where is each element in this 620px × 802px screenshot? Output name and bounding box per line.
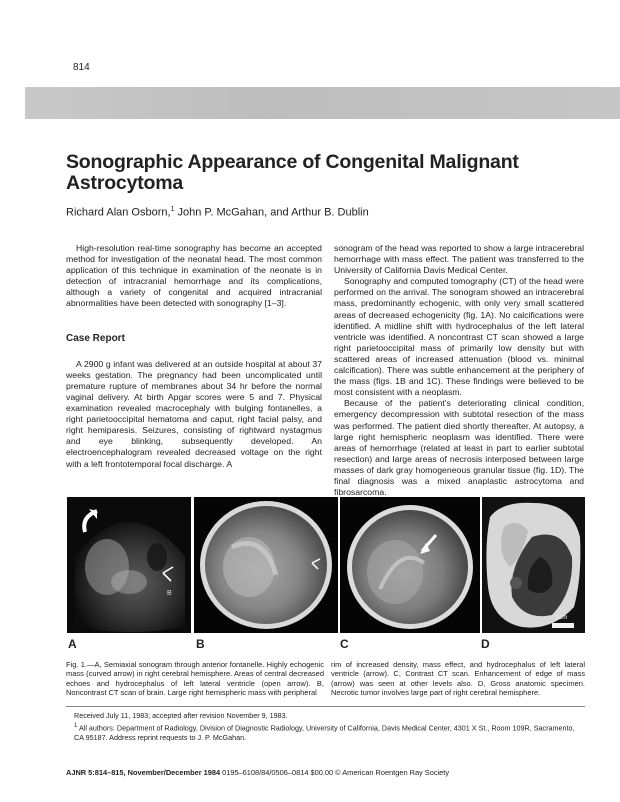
right-paragraph-1: sonogram of the head was reported to show a large intracerebral hemorrhage with mass effect. The patient was transferred to the University of California Davis Medical Center. — [334, 243, 584, 276]
affiliation-footnote-mark: 1 — [74, 723, 78, 729]
figure-caption-left: Fig. 1.—A, Semiaxial sonogram through anterior fontanelle. Highly echogenic mass (curved arrow) in right cerebral hemisphere. Areas of central decreased echoes and hydrocephalus of left lateral ventricle (open arrow). B, Noncontrast CT scan of brain. Large right hemispheric mass with peripheral — [66, 660, 324, 698]
case-report-paragraph: A 2900 g infant was delivered at an outside hospital at about 37 weeks gestation. The pregnancy had been uncomplicated until premature rupture of membranes about 34 hr before the normal vaginal delivery. At birth Apgar scores were 5 and 7. Physical examination revealed macrocephaly with bulging fontanelles, a right parietooccipital hematoma and caput, right facial palsy, and right hemiparesis. Seizures, consisting of rightward nystagmus and eye blinking, subsequently developed. An electroencephalogram revealed decreased voltage on the right with a left frontotemporal focal discharge. A — [66, 358, 322, 469]
article-title: Sonographic Appearance of Congenital Malignant Astrocytoma — [66, 151, 519, 194]
figure-caption-right: rim of increased density, mass effect, and hydrocephalus of left lateral ventricle (arrow). C, Contrast CT scan. Enhancement of edge of mass (arrow) was seen at other levels also. D, Gross anatomic specimen. Necrotic tumor involves large part of right cerebral hemisphere. — [331, 660, 585, 698]
author-first: Richard Alan Osborn, — [66, 206, 171, 219]
affiliation-text: All authors: Department of Radiology, Division of Diagnostic Radiology, University of California, Davis Medical Center, 4301 X St., Room 109R, Sacramento, CA 95187. Address reprint requests to J. P. McGahan. — [74, 723, 575, 742]
right-paragraph-2: Sonography and computed tomography (CT) of the head were performed on the arrival. The sonogram showed an intracerebral mass, predominantly echogenic, with only very small scattered areas of decreased echogenicity (fig. 1A). No calcifications were identified. A midline shift with hydrocephalus of the left lateral ventricle was identified. A noncontrast CT scan showed a large right parietooccipital mass of primarily low density but with scattered areas of increased attenuation (blood vs. minimal calcification). There was subtle enhancement at the periphery of the mass (figs. 1B and 1C). These findings were believed to be most consistent with a neoplasm. — [334, 276, 584, 398]
journal-citation: AJNR 5:814–815, November/December 1984 — [66, 768, 221, 777]
header-band — [25, 87, 620, 119]
right-column — [334, 243, 584, 498]
panel-label-b: B — [196, 637, 205, 651]
panel-label-d: D — [481, 637, 490, 651]
scale-bar-label: 1cm — [556, 615, 568, 621]
author-footnote-mark: 1 — [170, 206, 175, 213]
page-number: 814 — [73, 62, 90, 73]
panel-label-a: A — [68, 637, 77, 651]
left-column — [66, 243, 322, 470]
journal-citation-line — [66, 768, 449, 777]
right-paragraph-3: Because of the patient's deteriorating clinical condition, emergency decompression with subtotal resection of the mass was performed. The patient died shortly thereafter. At autopsy, a large right hemispheric neoplasm was identified. There were areas of hemorrhage (related at least in part to earlier subtotal resection) and large areas of necrosis interposed between large masses of dark gray homogeneous granular tissue (fig. 1D). The final diagnosis was a mixed anaplastic astrocytoma and fibrosarcoma. — [334, 398, 584, 498]
author-line — [66, 206, 369, 219]
case-report-heading: Case Report — [66, 332, 125, 344]
figure-panel-d-gross-specimen — [482, 497, 585, 633]
figure-panel-a-sonogram — [67, 497, 191, 633]
figure-panel-c-contrast-ct — [340, 497, 480, 633]
panel-label-c: C — [340, 637, 349, 651]
intro-paragraph: High-resolution real-time sonography has become an accepted method for investigation of the neonatal head. The most common application of this technique in examination of the neonate is in detection of intracranial hemorrhage and its complications, although a variety of congenital and acquired intracranial abnormalities have been detected with sonography [1–3]. — [66, 243, 322, 309]
footnote-divider — [66, 706, 585, 707]
journal-copyright: 0195–6108/84/0506–0814 $00.00 © American Roentgen Ray Society — [220, 768, 450, 777]
figure-panel-b-noncontrast-ct — [194, 497, 338, 633]
author-rest: John P. McGahan, and Arthur B. Dublin — [174, 206, 369, 219]
svg-text:B: B — [167, 590, 172, 597]
affiliation-note — [74, 722, 586, 742]
received-date-note: Received July 11, 1983; accepted after revision November 9, 1983. — [74, 711, 288, 720]
